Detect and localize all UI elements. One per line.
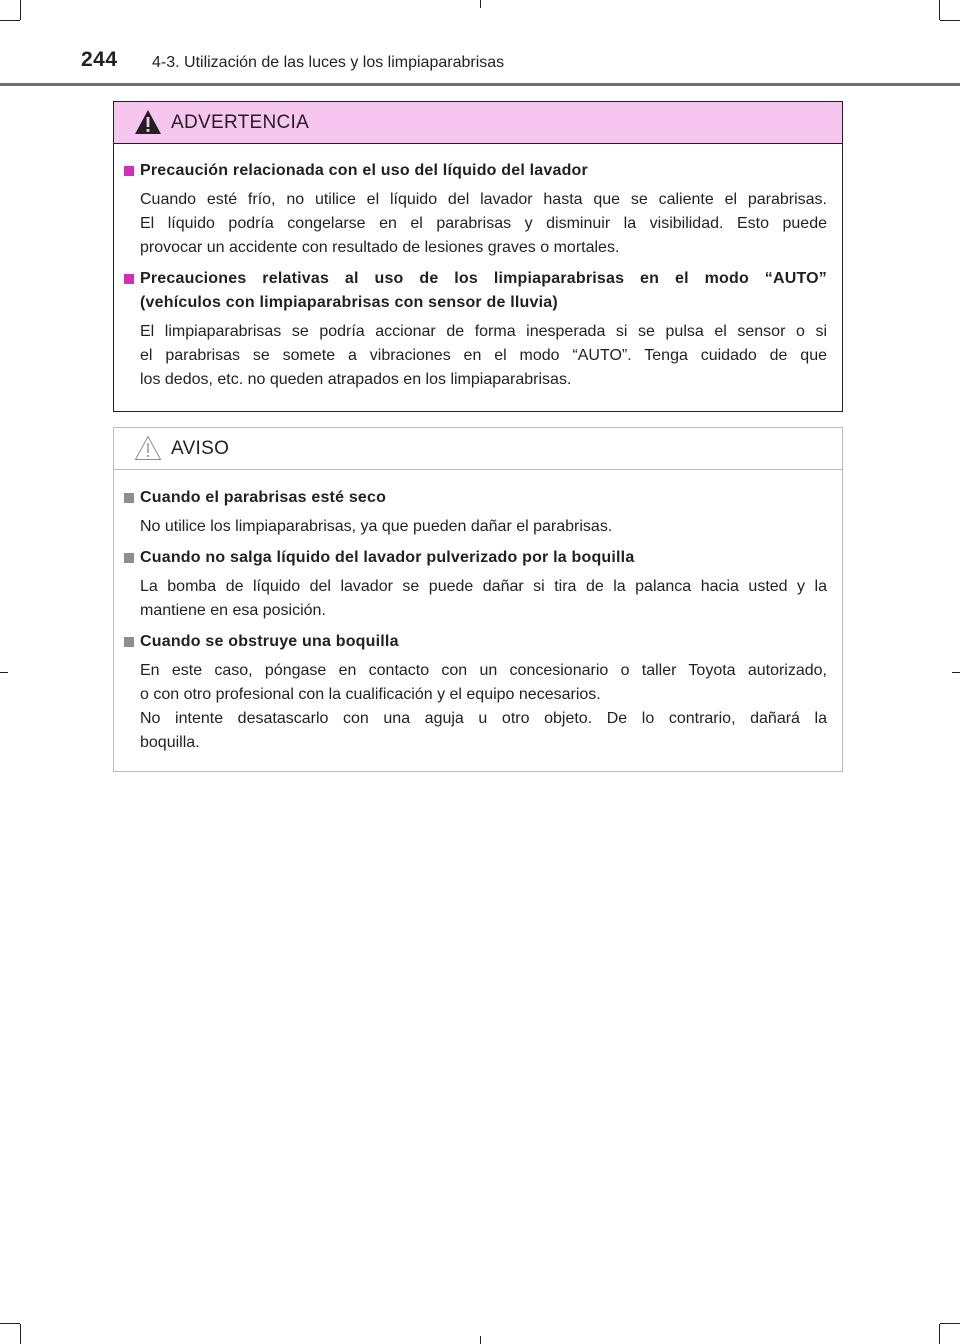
text-line: mantiene en esa posición. <box>140 602 326 619</box>
text-line: No utilice los limpiaparabrisas, ya que pueden dañar el parabrisas. <box>140 518 613 535</box>
notice-item-title: Cuando se obstruye una boquilla <box>124 630 827 654</box>
warning-triangle-filled-icon <box>134 109 162 140</box>
text-line: el parabrisas se somete a vibraciones en el modo “AUTO”. Tenga cuidado de que <box>140 347 827 364</box>
title-line: Precauciones relativas al uso de los limpiaparabrisas en el modo “AUTO” <box>140 270 827 287</box>
crop-mark <box>20 1324 21 1344</box>
notice-box-header <box>114 428 842 470</box>
crop-mark <box>0 20 20 21</box>
text-line: los dedos, etc. no queden atrapados en los limpiaparabrisas. <box>140 371 572 388</box>
notice-item-text <box>124 575 827 623</box>
text-line: La bomba de líquido del lavador se puede dañar si tira de la palanca hacia usted y la <box>140 578 827 595</box>
warning-label: ADVERTENCIA <box>171 112 310 133</box>
header-rule <box>0 83 960 86</box>
crop-mark <box>480 1336 481 1344</box>
warning-item-title <box>124 267 827 315</box>
text-line: No intente desatascarlo con una aguja u otro objeto. De lo contrario, dañará la <box>140 710 827 727</box>
notice-item-text <box>124 659 827 755</box>
bullet-square-icon <box>124 493 134 503</box>
text-line: El líquido podría congelarse en el parabrisas y disminuir la visibilidad. Esto puede <box>140 215 827 232</box>
crop-mark <box>940 20 960 21</box>
notice-box <box>113 427 843 772</box>
title-line: (vehículos con limpiaparabrisas con sensor de lluvia) <box>140 294 558 311</box>
text-line: En este caso, póngase en contacto con un concesionario o taller Toyota autorizado, <box>140 662 827 679</box>
crop-mark <box>0 1323 20 1324</box>
warning-box-header <box>114 102 842 144</box>
bullet-square-icon <box>124 637 134 647</box>
text-line: El limpiaparabrisas se podría accionar de forma inesperada si se pulsa el sensor o si <box>140 323 827 340</box>
text-line: Cuando esté frío, no utilice el líquido del lavador hasta que se caliente el parabrisas. <box>140 191 827 208</box>
notice-box-body <box>114 470 842 755</box>
text-line: boquilla. <box>140 734 200 751</box>
notice-label: AVISO <box>171 438 230 459</box>
warning-item-text <box>124 188 827 260</box>
notice-item-title: Cuando no salga líquido del lavador pulverizado por la boquilla <box>124 546 827 570</box>
warning-box-body <box>114 144 842 392</box>
notice-item-title: Cuando el parabrisas esté seco <box>124 486 827 510</box>
page-number: 244 <box>81 48 118 71</box>
warning-item-text <box>124 320 827 392</box>
crop-mark <box>0 672 8 673</box>
crop-mark <box>939 1324 940 1344</box>
bullet-square-icon <box>124 166 134 176</box>
warning-triangle-outline-icon <box>134 435 162 466</box>
crop-mark <box>480 0 481 8</box>
warning-box <box>113 101 843 412</box>
bullet-square-icon <box>124 274 134 284</box>
text-line: provocar un accidente con resultado de lesiones graves o mortales. <box>140 239 620 256</box>
bullet-square-icon <box>124 553 134 563</box>
crop-mark <box>939 0 940 20</box>
crop-mark <box>952 672 960 673</box>
text-line: o con otro profesional con la cualificación y el equipo necesarios. <box>140 686 601 703</box>
crop-mark <box>20 0 21 20</box>
warning-item-title: Precaución relacionada con el uso del líquido del lavador <box>124 159 827 183</box>
section-title: 4-3. Utilización de las luces y los limpiaparabrisas <box>152 54 505 71</box>
notice-item-text <box>124 515 827 539</box>
crop-mark <box>940 1323 960 1324</box>
